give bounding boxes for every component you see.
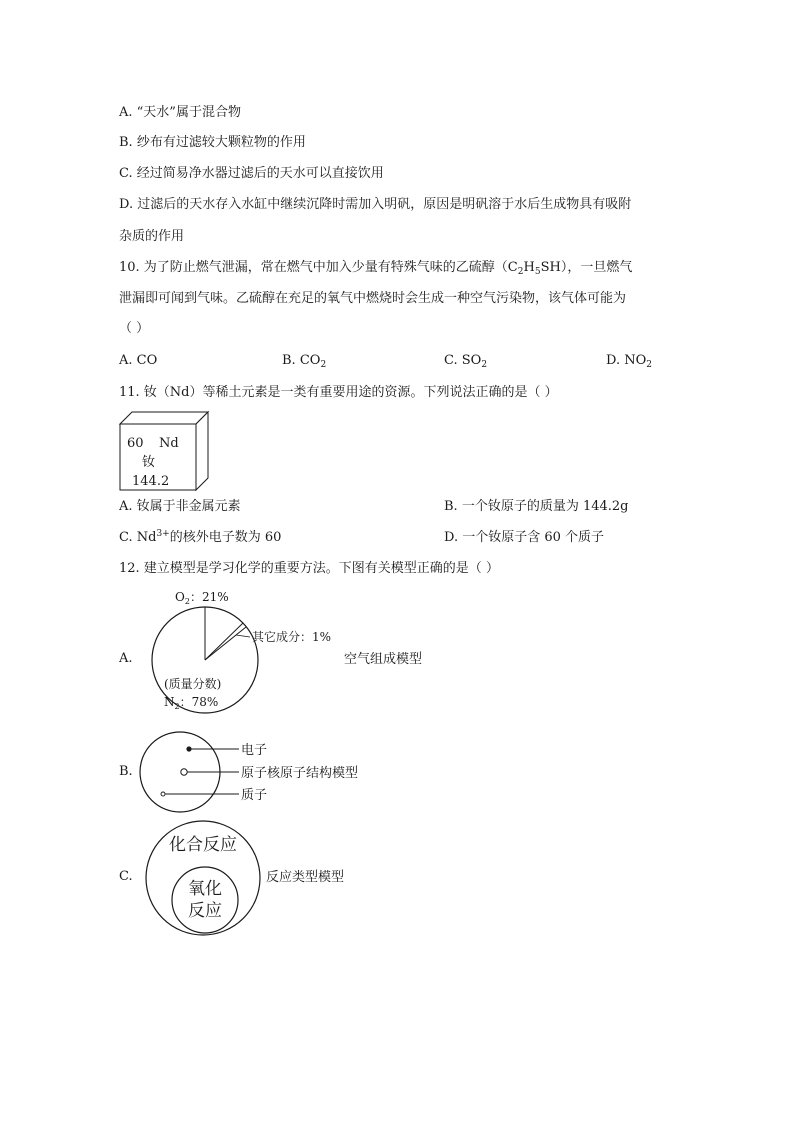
label-electron: 电子 (241, 743, 268, 758)
q11-option-b: B. 一个钕原子的质量为 144.2g (444, 499, 629, 514)
label-nucleus: 原子核原子结构模型 (241, 766, 359, 781)
q12-option-a-label: A. (119, 651, 133, 666)
label-other: 其它成分：1% (252, 630, 332, 644)
q12-stem: 12. 建立模型是学习化学的重要方法。下图有关模型正确的是（ ） (119, 561, 499, 576)
air-composition-pie-model (130, 585, 450, 720)
q12-option-c-label: C. (119, 869, 133, 884)
q10-option-c: C. $SO_2$ (444, 353, 488, 370)
label-mass-fraction: (质量分数) (164, 677, 222, 691)
element-symbol: Nd (159, 436, 179, 451)
proton-dot (161, 792, 165, 796)
inner-circle-oxidation (172, 867, 238, 933)
q9-option-d-line2: 杂质的作用 (119, 229, 185, 244)
element-atomic-mass: 144.2 (132, 474, 170, 489)
q11-stem: 11. 钕（Nd）等稀土元素是一类有重要用途的资源。下列说法正确的是（ ） (119, 385, 558, 400)
q9-option-a: A. “天水”属于混合物 (119, 105, 241, 120)
q11-option-d: D. 一个钕原子含 60 个质子 (444, 530, 605, 545)
q10-option-d: D. $NO_2$ (606, 353, 652, 370)
reaction-type-model (138, 818, 368, 938)
q11-option-a: A. 钕属于非金属元素 (119, 499, 241, 514)
label-n2: $N_2$：78% (164, 695, 219, 711)
q12-option-b-label: B. (119, 764, 133, 779)
label-proton: 质子 (241, 788, 268, 803)
caption-reaction-model: 反应类型模型 (266, 870, 345, 885)
q9-option-b: B. 纱布有过滤较大颗粒物的作用 (119, 135, 306, 150)
q10-stem-line1: 10. 为了防止燃气泄漏，常在燃气中加入少量有特殊气味的乙硫醇$(C_2H_5SH)$，一旦燃气 (119, 260, 633, 277)
label-combination-reaction: 化合反应 (169, 835, 237, 855)
element-cell-nd (118, 410, 210, 492)
nucleus-circle (181, 769, 187, 775)
element-atomic-number: 60 (127, 436, 144, 451)
q11-option-c: C. $Nd^{3+}$的核外电子数为 60 (119, 529, 282, 545)
caption-air-model: 空气组成模型 (344, 652, 423, 667)
q10-answer-blank: （ ） (119, 321, 150, 336)
q9-option-c: C. 经过简易净水器过滤后的天水可以直接饮用 (119, 166, 384, 181)
q10-option-a: A. CO (119, 353, 158, 368)
q9-option-d-line1: D. 过滤后的天水存入水缸中继续沉降时需加入明矾，原因是明矾溶于水后生成物具有吸附 (119, 197, 632, 212)
q10-stem-line2: 泄漏即可闻到气味。乙硫醇在充足的氧气中燃烧时会生成一种空气污染物，该气体可能为 (119, 291, 627, 306)
atomic-structure-model (135, 728, 395, 814)
element-name: 钕 (142, 455, 156, 470)
q10-option-b: B. $CO_2$ (282, 353, 327, 370)
label-oxidation-2: 反应 (188, 901, 222, 921)
label-o2: $O_2$：21% (175, 590, 229, 606)
label-oxidation-1: 氧化 (188, 879, 222, 899)
